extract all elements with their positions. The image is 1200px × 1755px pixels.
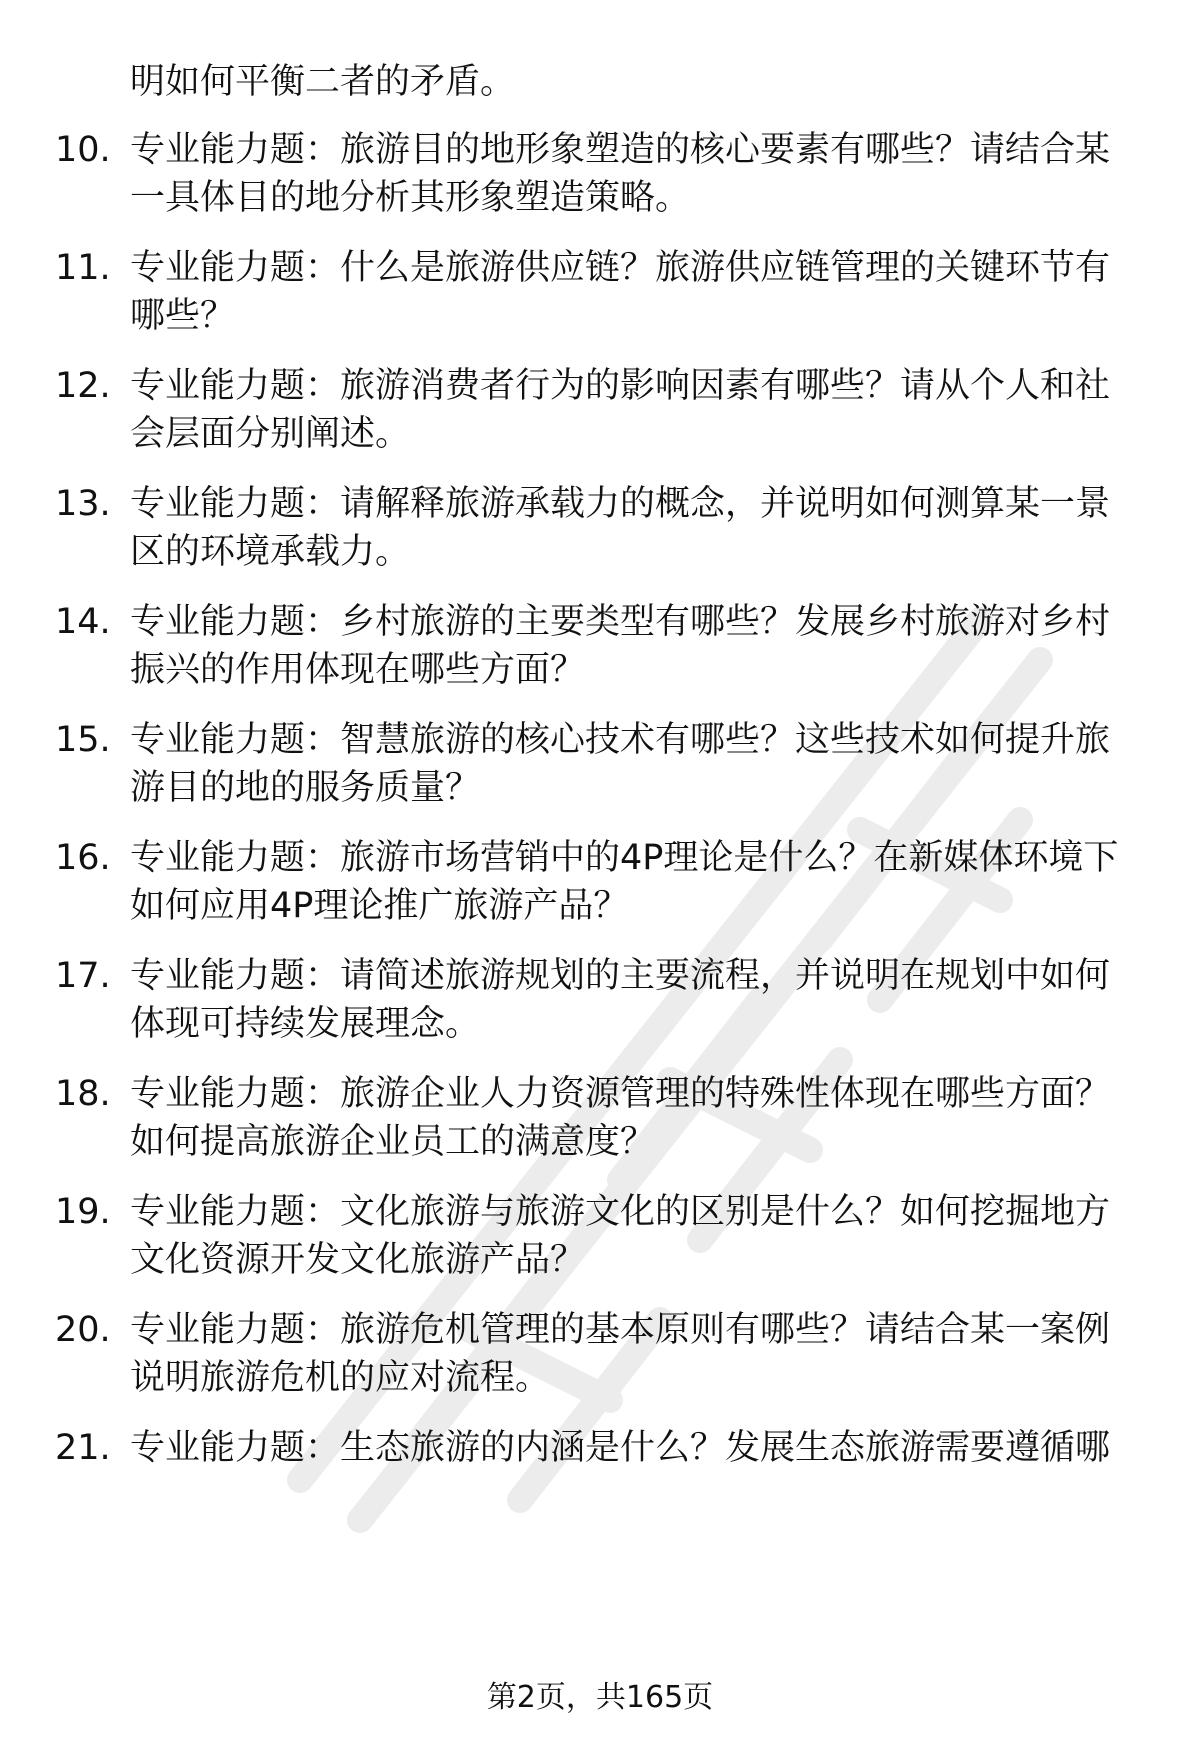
question-text — [130, 834, 1150, 930]
continuation-line: 明如何平衡二者的矛盾。 — [130, 62, 516, 102]
question-text-line: 游目的地的服务质量？ — [130, 768, 481, 808]
question-text-line: 区的环境承载力。 — [130, 532, 411, 572]
page-footer: 第2页，共165页 — [486, 1680, 714, 1715]
question-text — [130, 126, 1150, 222]
question-number: 12. — [55, 366, 111, 406]
question-text-line: 专业能力题：乡村旅游的主要类型有哪些？发展乡村旅游对乡村 — [130, 602, 1111, 642]
question-text-line: 如何应用4P理论推广旅游产品？ — [130, 886, 629, 926]
question-number: 17. — [55, 956, 111, 996]
question-text — [130, 598, 1150, 694]
question-number: 20. — [55, 1310, 111, 1350]
question-text-line: 如何提高旅游企业员工的满意度？ — [130, 1122, 656, 1162]
question-text-line: 专业能力题：旅游危机管理的基本原则有哪些？请结合某一案例 — [130, 1310, 1111, 1350]
question-text-line: 会层面分别阐述。 — [130, 414, 411, 454]
question-text-line: 专业能力题：旅游市场营销中的4P理论是什么？在新媒体环境下 — [130, 838, 1119, 878]
question-number: 10. — [55, 130, 111, 170]
question-number: 19. — [55, 1192, 111, 1232]
question-text-line: 专业能力题：文化旅游与旅游文化的区别是什么？如何挖掘地方 — [130, 1192, 1111, 1232]
question-text — [130, 716, 1150, 812]
question-text — [130, 244, 1150, 340]
question-number: 15. — [55, 720, 111, 760]
question-text-line: 专业能力题：智慧旅游的核心技术有哪些？这些技术如何提升旅 — [130, 720, 1111, 760]
question-text-line: 振兴的作用体现在哪些方面？ — [130, 650, 586, 690]
question-number: 18. — [55, 1074, 111, 1114]
question-text — [130, 480, 1150, 576]
question-number: 16. — [55, 838, 111, 878]
question-number: 11. — [55, 248, 111, 288]
question-text-line: 说明旅游危机的应对流程。 — [130, 1358, 551, 1398]
question-number: 13. — [55, 484, 111, 524]
question-text — [130, 1188, 1150, 1284]
question-text — [130, 1424, 1150, 1472]
question-number: 21. — [55, 1428, 111, 1468]
question-text — [130, 952, 1150, 1048]
question-text-line: 专业能力题：请解释旅游承载力的概念，并说明如何测算某一景 — [130, 484, 1111, 524]
question-number: 14. — [55, 602, 111, 642]
question-text-line: 哪些？ — [130, 296, 236, 336]
question-text-line: 专业能力题：请简述旅游规划的主要流程，并说明在规划中如何 — [130, 956, 1111, 996]
question-text-line: 一具体目的地分析其形象塑造策略。 — [130, 178, 691, 218]
question-text-line: 文化资源开发文化旅游产品？ — [130, 1240, 586, 1280]
question-text — [130, 1306, 1150, 1402]
question-text-line: 体现可持续发展理念。 — [130, 1004, 481, 1044]
question-text-line: 专业能力题：旅游企业人力资源管理的特殊性体现在哪些方面？ — [130, 1074, 1111, 1114]
question-text — [130, 1070, 1150, 1166]
question-text-line: 专业能力题：旅游消费者行为的影响因素有哪些？请从个人和社 — [130, 366, 1111, 406]
question-text-line: 专业能力题：生态旅游的内涵是什么？发展生态旅游需要遵循哪 — [130, 1428, 1111, 1468]
question-text — [130, 362, 1150, 458]
question-text-line: 专业能力题：旅游目的地形象塑造的核心要素有哪些？请结合某 — [130, 130, 1111, 170]
question-text-line: 专业能力题：什么是旅游供应链？旅游供应链管理的关键环节有 — [130, 248, 1111, 288]
